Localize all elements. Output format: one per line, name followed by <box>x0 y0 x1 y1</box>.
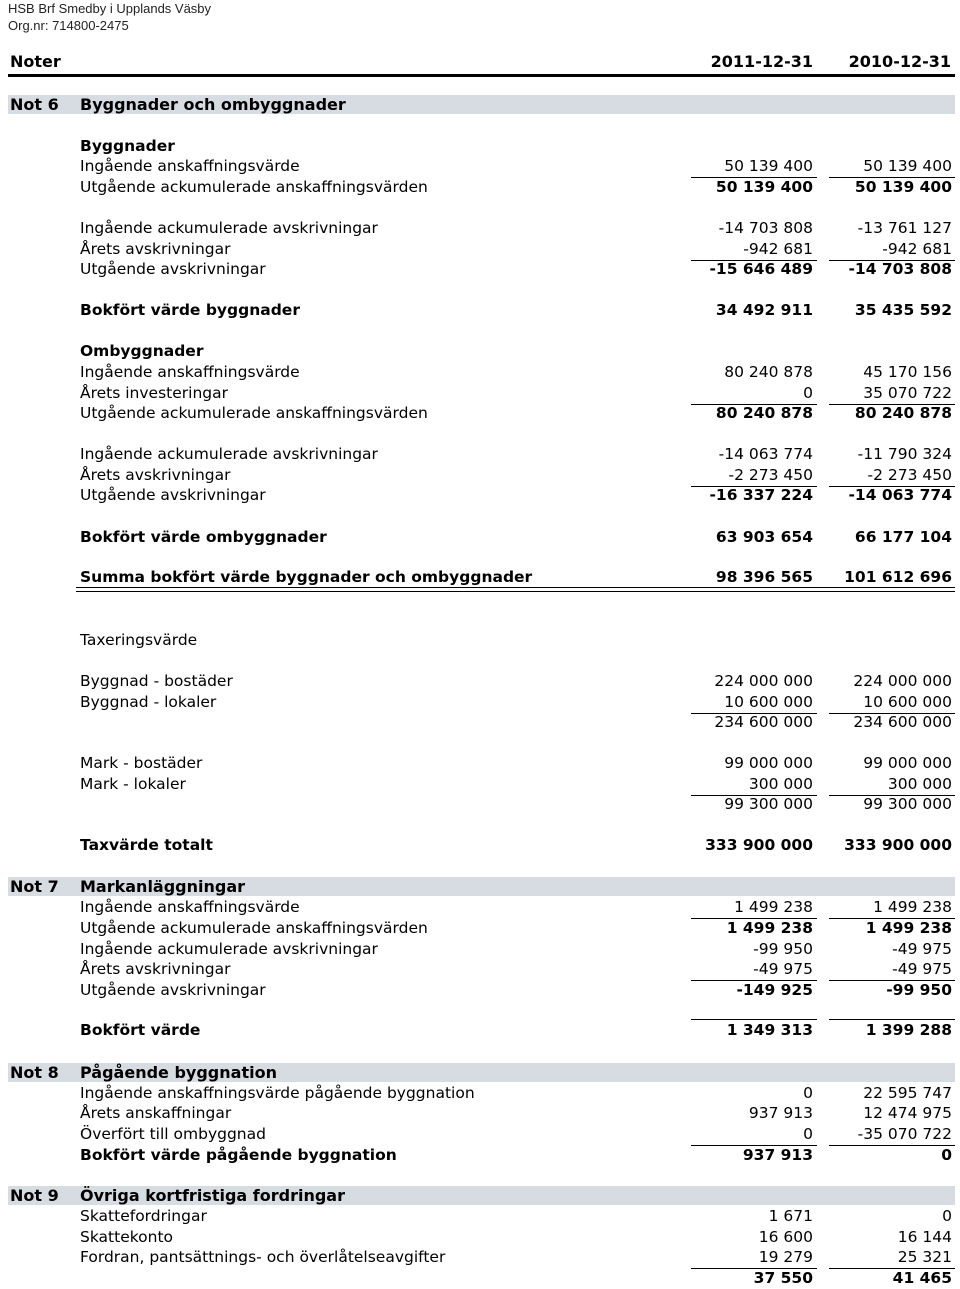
table-row <box>80 1104 955 1124</box>
row-label: Utgående ackumulerade anskaffningsvärden <box>80 919 428 937</box>
note-7-number: Not 7 <box>10 877 59 896</box>
row-label: Byggnad - lokaler <box>80 693 217 711</box>
row-value-2010: 16 144 <box>897 1228 952 1246</box>
row-value-2011: 0 <box>803 384 813 402</box>
row-value-2010: 41 465 <box>892 1269 952 1287</box>
row-label: Bokfört värde byggnader <box>80 301 300 319</box>
row-label: Årets investeringar <box>80 384 228 402</box>
row-value-2010: 99 000 000 <box>863 754 952 772</box>
row-value-2010: 1 499 238 <box>873 898 952 916</box>
ombyggnader-heading <box>80 342 955 362</box>
row-value-2011: -14 703 808 <box>718 219 813 237</box>
table-row <box>80 1269 955 1289</box>
row-value-2010: 22 595 747 <box>863 1084 952 1102</box>
row-label: Ingående ackumulerade avskrivningar <box>80 940 378 958</box>
table-row <box>80 795 955 815</box>
table-row <box>80 1125 955 1145</box>
row-value-2011: 10 600 000 <box>724 693 813 711</box>
row-label: Årets avskrivningar <box>80 240 231 258</box>
table-row <box>80 528 955 548</box>
row-value-2010: 50 139 400 <box>863 157 952 175</box>
row-label: Utgående avskrivningar <box>80 981 266 999</box>
row-value-2011: 50 139 400 <box>724 157 813 175</box>
row-value-2010: -49 975 <box>892 940 952 958</box>
row-value-2010: 66 177 104 <box>854 528 952 546</box>
document-header <box>8 0 211 34</box>
row-value-2011: 1 499 238 <box>726 919 813 937</box>
table-row <box>80 1146 955 1166</box>
row-value-2011: 1 499 238 <box>734 898 813 916</box>
note-6-number: Not 6 <box>10 95 59 114</box>
row-label: Överfört till ombyggnad <box>80 1125 266 1143</box>
table-row <box>80 1207 955 1227</box>
table-row <box>80 404 955 424</box>
section-heading: Taxeringsvärde <box>80 631 198 649</box>
note-7-title: Markanläggningar <box>80 877 246 896</box>
table-row <box>80 1248 955 1268</box>
row-value-2011: 19 279 <box>758 1248 813 1266</box>
row-value-2010: 12 474 975 <box>863 1104 952 1122</box>
row-value-2010: -14 063 774 <box>848 486 952 504</box>
year2-header: 2010-12-31 <box>848 52 951 71</box>
row-value-2011: 99 300 000 <box>724 795 813 813</box>
table-row <box>80 445 955 465</box>
row-label: Årets avskrivningar <box>80 466 231 484</box>
byggnader-heading <box>80 137 955 157</box>
table-row <box>80 260 955 280</box>
row-value-2011: 80 240 878 <box>715 404 813 422</box>
row-value-2010: 1 399 288 <box>865 1021 952 1039</box>
row-value-2011: 1 349 313 <box>726 1021 813 1039</box>
taxering-heading <box>80 631 955 651</box>
row-label: Ingående anskaffningsvärde <box>80 363 300 381</box>
row-value-2010: 99 300 000 <box>863 795 952 813</box>
note-8-number: Not 8 <box>10 1063 59 1082</box>
row-label: Fordran, pantsättnings- och överlåtelseavgifter <box>80 1248 446 1266</box>
row-value-2011: -49 975 <box>753 960 813 978</box>
row-label: Utgående avskrivningar <box>80 260 266 278</box>
table-row <box>80 486 955 506</box>
table-row <box>80 898 955 918</box>
row-label: Bokfört värde <box>80 1021 201 1039</box>
row-label: Utgående avskrivningar <box>80 486 266 504</box>
row-value-2010: 0 <box>941 1146 952 1164</box>
row-value-2010: 333 900 000 <box>844 836 952 854</box>
row-value-2010: 35 435 592 <box>854 301 952 319</box>
row-label: Skattekonto <box>80 1228 174 1246</box>
note-8-title: Pågående byggnation <box>80 1063 277 1082</box>
row-label: Årets avskrivningar <box>80 960 231 978</box>
row-value-2010: -35 070 722 <box>857 1125 952 1143</box>
table-row <box>80 981 955 1001</box>
row-label: Taxvärde totalt <box>80 836 213 854</box>
row-label: Mark - lokaler <box>80 775 186 793</box>
table-row <box>80 178 955 198</box>
row-label: Mark - bostäder <box>80 754 203 772</box>
row-value-2011: -942 681 <box>743 240 813 258</box>
column-header-row <box>8 52 955 72</box>
row-value-2010: -13 761 127 <box>857 219 952 237</box>
row-value-2011: 63 903 654 <box>715 528 813 546</box>
org-number: Org.nr: 714800-2475 <box>8 18 129 33</box>
table-row <box>80 940 955 960</box>
row-label: Byggnad - bostäder <box>80 672 233 690</box>
table-row <box>80 713 955 733</box>
header-rule <box>8 74 955 77</box>
org-name: HSB Brf Smedby i Upplands Väsby <box>8 1 212 16</box>
row-value-2010: -14 703 808 <box>848 260 952 278</box>
table-row <box>80 836 955 856</box>
row-value-2011: 224 000 000 <box>714 672 813 690</box>
table-row <box>80 672 955 692</box>
table-row <box>80 919 955 939</box>
row-value-2011: -15 646 489 <box>709 260 813 278</box>
row-value-2010: 1 499 238 <box>865 919 952 937</box>
overline <box>829 1019 955 1020</box>
row-value-2010: 101 612 696 <box>844 568 952 586</box>
row-value-2010: 25 321 <box>897 1248 952 1266</box>
row-value-2011: 80 240 878 <box>724 363 813 381</box>
table-row <box>80 1228 955 1248</box>
table-row <box>80 384 955 404</box>
table-row <box>80 1021 955 1041</box>
row-value-2011: 34 492 911 <box>715 301 813 319</box>
row-value-2011: 0 <box>803 1125 813 1143</box>
table-row <box>80 775 955 795</box>
row-value-2011: 1 671 <box>768 1207 813 1225</box>
row-value-2010: 234 600 000 <box>853 713 952 731</box>
table-row <box>80 157 955 177</box>
table-row <box>80 363 955 383</box>
row-label: Ingående ackumulerade avskrivningar <box>80 219 378 237</box>
row-value-2010: 10 600 000 <box>863 693 952 711</box>
table-row <box>80 960 955 980</box>
row-value-2011: -14 063 774 <box>718 445 813 463</box>
row-value-2011: 333 900 000 <box>705 836 813 854</box>
row-value-2010: 50 139 400 <box>854 178 952 196</box>
row-value-2011: 16 600 <box>758 1228 813 1246</box>
row-value-2010: 80 240 878 <box>854 404 952 422</box>
section-heading: Ombyggnader <box>80 342 204 360</box>
summa-row <box>80 568 955 588</box>
row-value-2010: 0 <box>942 1207 952 1225</box>
row-value-2011: -2 273 450 <box>728 466 813 484</box>
row-value-2010: -942 681 <box>882 240 952 258</box>
row-value-2011: 37 550 <box>753 1269 813 1287</box>
row-label: Ingående anskaffningsvärde <box>80 157 300 175</box>
row-value-2010: -2 273 450 <box>867 466 952 484</box>
row-label: Skattefordringar <box>80 1207 207 1225</box>
overline <box>691 1019 817 1020</box>
row-value-2010: 45 170 156 <box>863 363 952 381</box>
row-label: Utgående ackumulerade anskaffningsvärden <box>80 178 428 196</box>
row-label: Bokfört värde pågående byggnation <box>80 1146 397 1164</box>
row-label: Utgående ackumulerade anskaffningsvärden <box>80 404 428 422</box>
row-value-2010: 35 070 722 <box>863 384 952 402</box>
row-label: Ingående anskaffningsvärde <box>80 898 300 916</box>
row-label: Ingående ackumulerade avskrivningar <box>80 445 378 463</box>
row-value-2011: -99 950 <box>753 940 813 958</box>
row-value-2011: -16 337 224 <box>709 486 813 504</box>
double-underline <box>76 587 955 592</box>
row-value-2011: 937 913 <box>742 1146 813 1164</box>
row-value-2011: -149 925 <box>736 981 813 999</box>
section-heading: Byggnader <box>80 137 175 155</box>
row-label: Bokfört värde ombyggnader <box>80 528 327 546</box>
row-value-2011: 234 600 000 <box>714 713 813 731</box>
table-row <box>80 754 955 774</box>
row-value-2011: 98 396 565 <box>715 568 813 586</box>
row-value-2011: 937 913 <box>748 1104 813 1122</box>
table-row <box>80 240 955 260</box>
row-value-2011: 300 000 <box>748 775 813 793</box>
row-value-2010: -99 950 <box>886 981 952 999</box>
note-9-title: Övriga kortfristiga fordringar <box>80 1186 345 1205</box>
row-value-2011: 50 139 400 <box>715 178 813 196</box>
row-value-2010: 224 000 000 <box>853 672 952 690</box>
row-label: Årets anskaffningar <box>80 1104 232 1122</box>
table-row <box>80 301 955 321</box>
row-value-2011: 0 <box>803 1084 813 1102</box>
row-value-2010: 300 000 <box>887 775 952 793</box>
table-row <box>80 219 955 239</box>
table-row <box>80 1084 955 1104</box>
table-row <box>80 693 955 713</box>
note-9-number: Not 9 <box>10 1186 59 1205</box>
noter-label: Noter <box>10 52 61 71</box>
row-value-2010: -49 975 <box>892 960 952 978</box>
year1-header: 2011-12-31 <box>710 52 813 71</box>
row-label: Ingående anskaffningsvärde pågående byggnation <box>80 1084 475 1102</box>
note-6-title: Byggnader och ombyggnader <box>80 95 346 114</box>
row-value-2011: 99 000 000 <box>724 754 813 772</box>
row-value-2010: -11 790 324 <box>857 445 952 463</box>
row-label: Summa bokfört värde byggnader och ombyggnader <box>80 568 533 586</box>
table-row <box>80 466 955 486</box>
